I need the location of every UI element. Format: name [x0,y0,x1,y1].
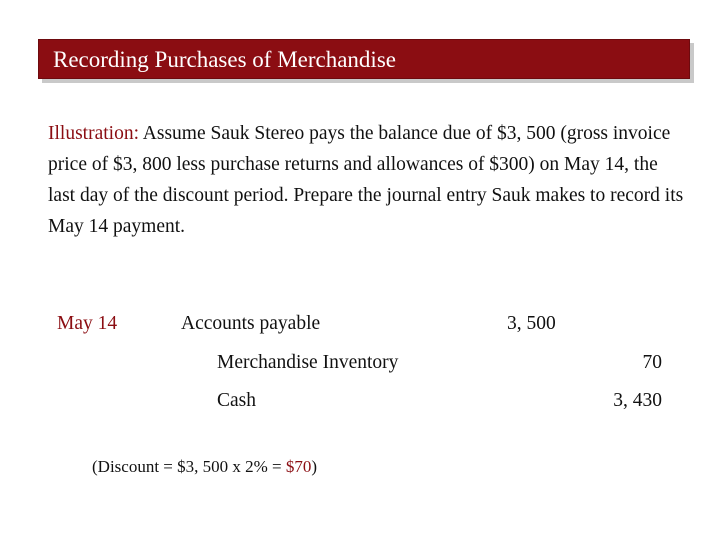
discount-amount: $70 [285,457,312,476]
illustration-label: Illustration: [48,123,139,144]
illustration-paragraph [48,118,688,242]
illustration-text: Assume Sauk Stereo pays the balance due of $3, 500 (gross invoice price of $3, 800 less purchase returns and allowances of $300) on May 14, the last day of the discount period. Prepare the journal entry Sauk makes to record its May 14 payment. [48,123,684,237]
journal-credit-amount-inventory: 70 [642,352,662,373]
journal-debit-account: Accounts payable [181,313,321,334]
discount-note [92,457,317,477]
slide-title: Recording Purchases of Merchandise [53,47,396,72]
journal-credit-amount-cash: 3, 430 [613,390,662,411]
journal-date: May 14 [57,313,118,334]
discount-note-prefix: (Discount = $3, 500 x 2% = [92,457,286,476]
journal-credit-account-cash: Cash [217,390,256,411]
journal-credit-account-inventory: Merchandise Inventory [217,352,399,373]
discount-note-suffix: ) [311,457,318,476]
journal-debit-amount: 3, 500 [507,313,556,334]
title-bar [38,39,690,79]
